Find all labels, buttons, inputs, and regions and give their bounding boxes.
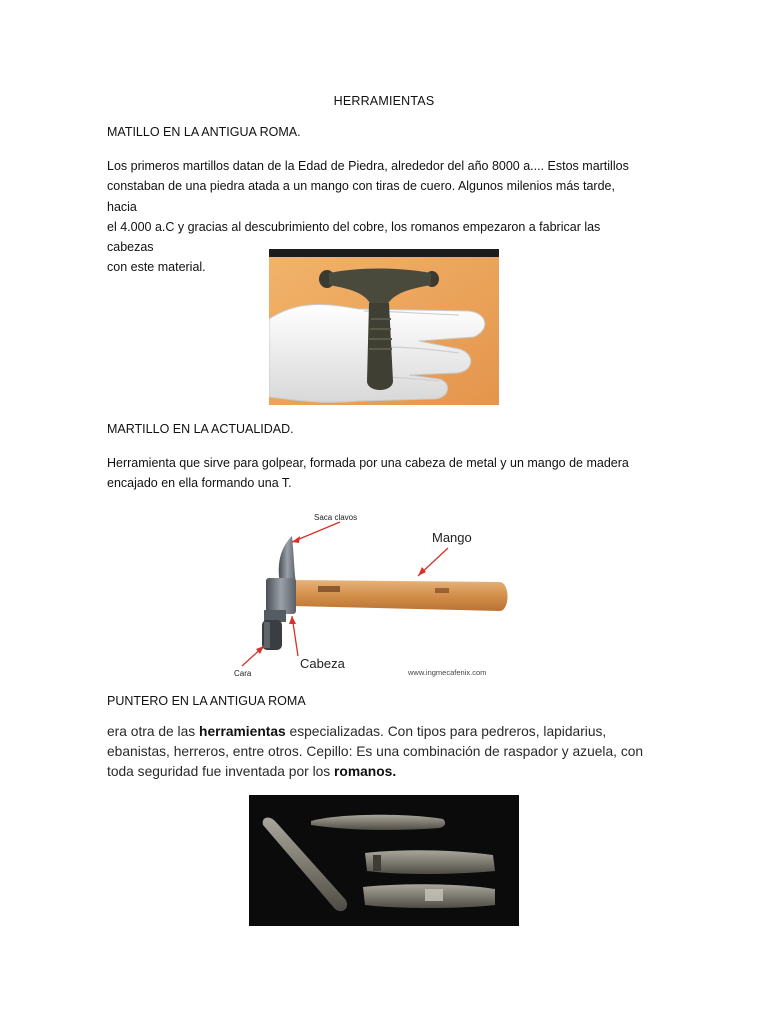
section-heading-roman-chisel: PUNTERO EN LA ANTIGUA ROMA — [107, 694, 306, 708]
bold-text: romanos. — [334, 764, 397, 779]
text-line: el 4.000 a.C y gracias al descubrimiento del cobre, los romanos empezaron a fabricar las cabezas — [107, 219, 601, 255]
modern-hammer-diagram — [230, 506, 515, 680]
text-line: Herramienta que sirve para golpear, formada por una cabeza de metal y un mango de madera — [107, 456, 629, 470]
text-span: especializadas. Con tipos para pedreros, lapidarius, — [285, 724, 607, 739]
section-heading-modern-hammer: MARTILLO EN LA ACTUALIDAD. — [107, 422, 294, 436]
section-heading-roman-hammer: MATILLO EN LA ANTIGUA ROMA. — [107, 125, 301, 139]
section3-paragraph — [107, 722, 647, 782]
label-mango: Mango — [432, 530, 472, 545]
roman-tools-photo — [249, 795, 519, 926]
roman-hammer-photo — [269, 249, 499, 405]
text-line — [107, 762, 647, 782]
text-line — [107, 722, 647, 742]
image-credit: www.ingmecafenix.com — [408, 668, 487, 677]
bold-text: herramientas — [199, 724, 286, 739]
text-line: encajado en ella formando una T. — [107, 476, 292, 491]
text-line: ebanistas, herreros, entre otros. Cepillo: Es una combinación de raspador y azuela, con — [107, 744, 644, 759]
text-span: era otra de las — [107, 724, 200, 739]
text-line: Los primeros martillos datan de la Edad de Piedra, alrededor del año 8000 a.... Estos martillos — [107, 159, 629, 173]
text-line: constaban de una piedra atada a un mango con tiras de cuero. Algunos milenios más tarde, hacia — [107, 179, 615, 214]
document-title: HERRAMIENTAS — [333, 94, 435, 108]
label-cabeza: Cabeza — [300, 656, 345, 671]
section2-paragraph — [107, 453, 647, 494]
text-span: toda seguridad fue inventada por los — [107, 764, 335, 779]
label-saca-clavos: Saca clavos — [314, 513, 358, 522]
text-line: con este material. — [107, 260, 206, 275]
label-cara: Cara — [234, 669, 252, 678]
